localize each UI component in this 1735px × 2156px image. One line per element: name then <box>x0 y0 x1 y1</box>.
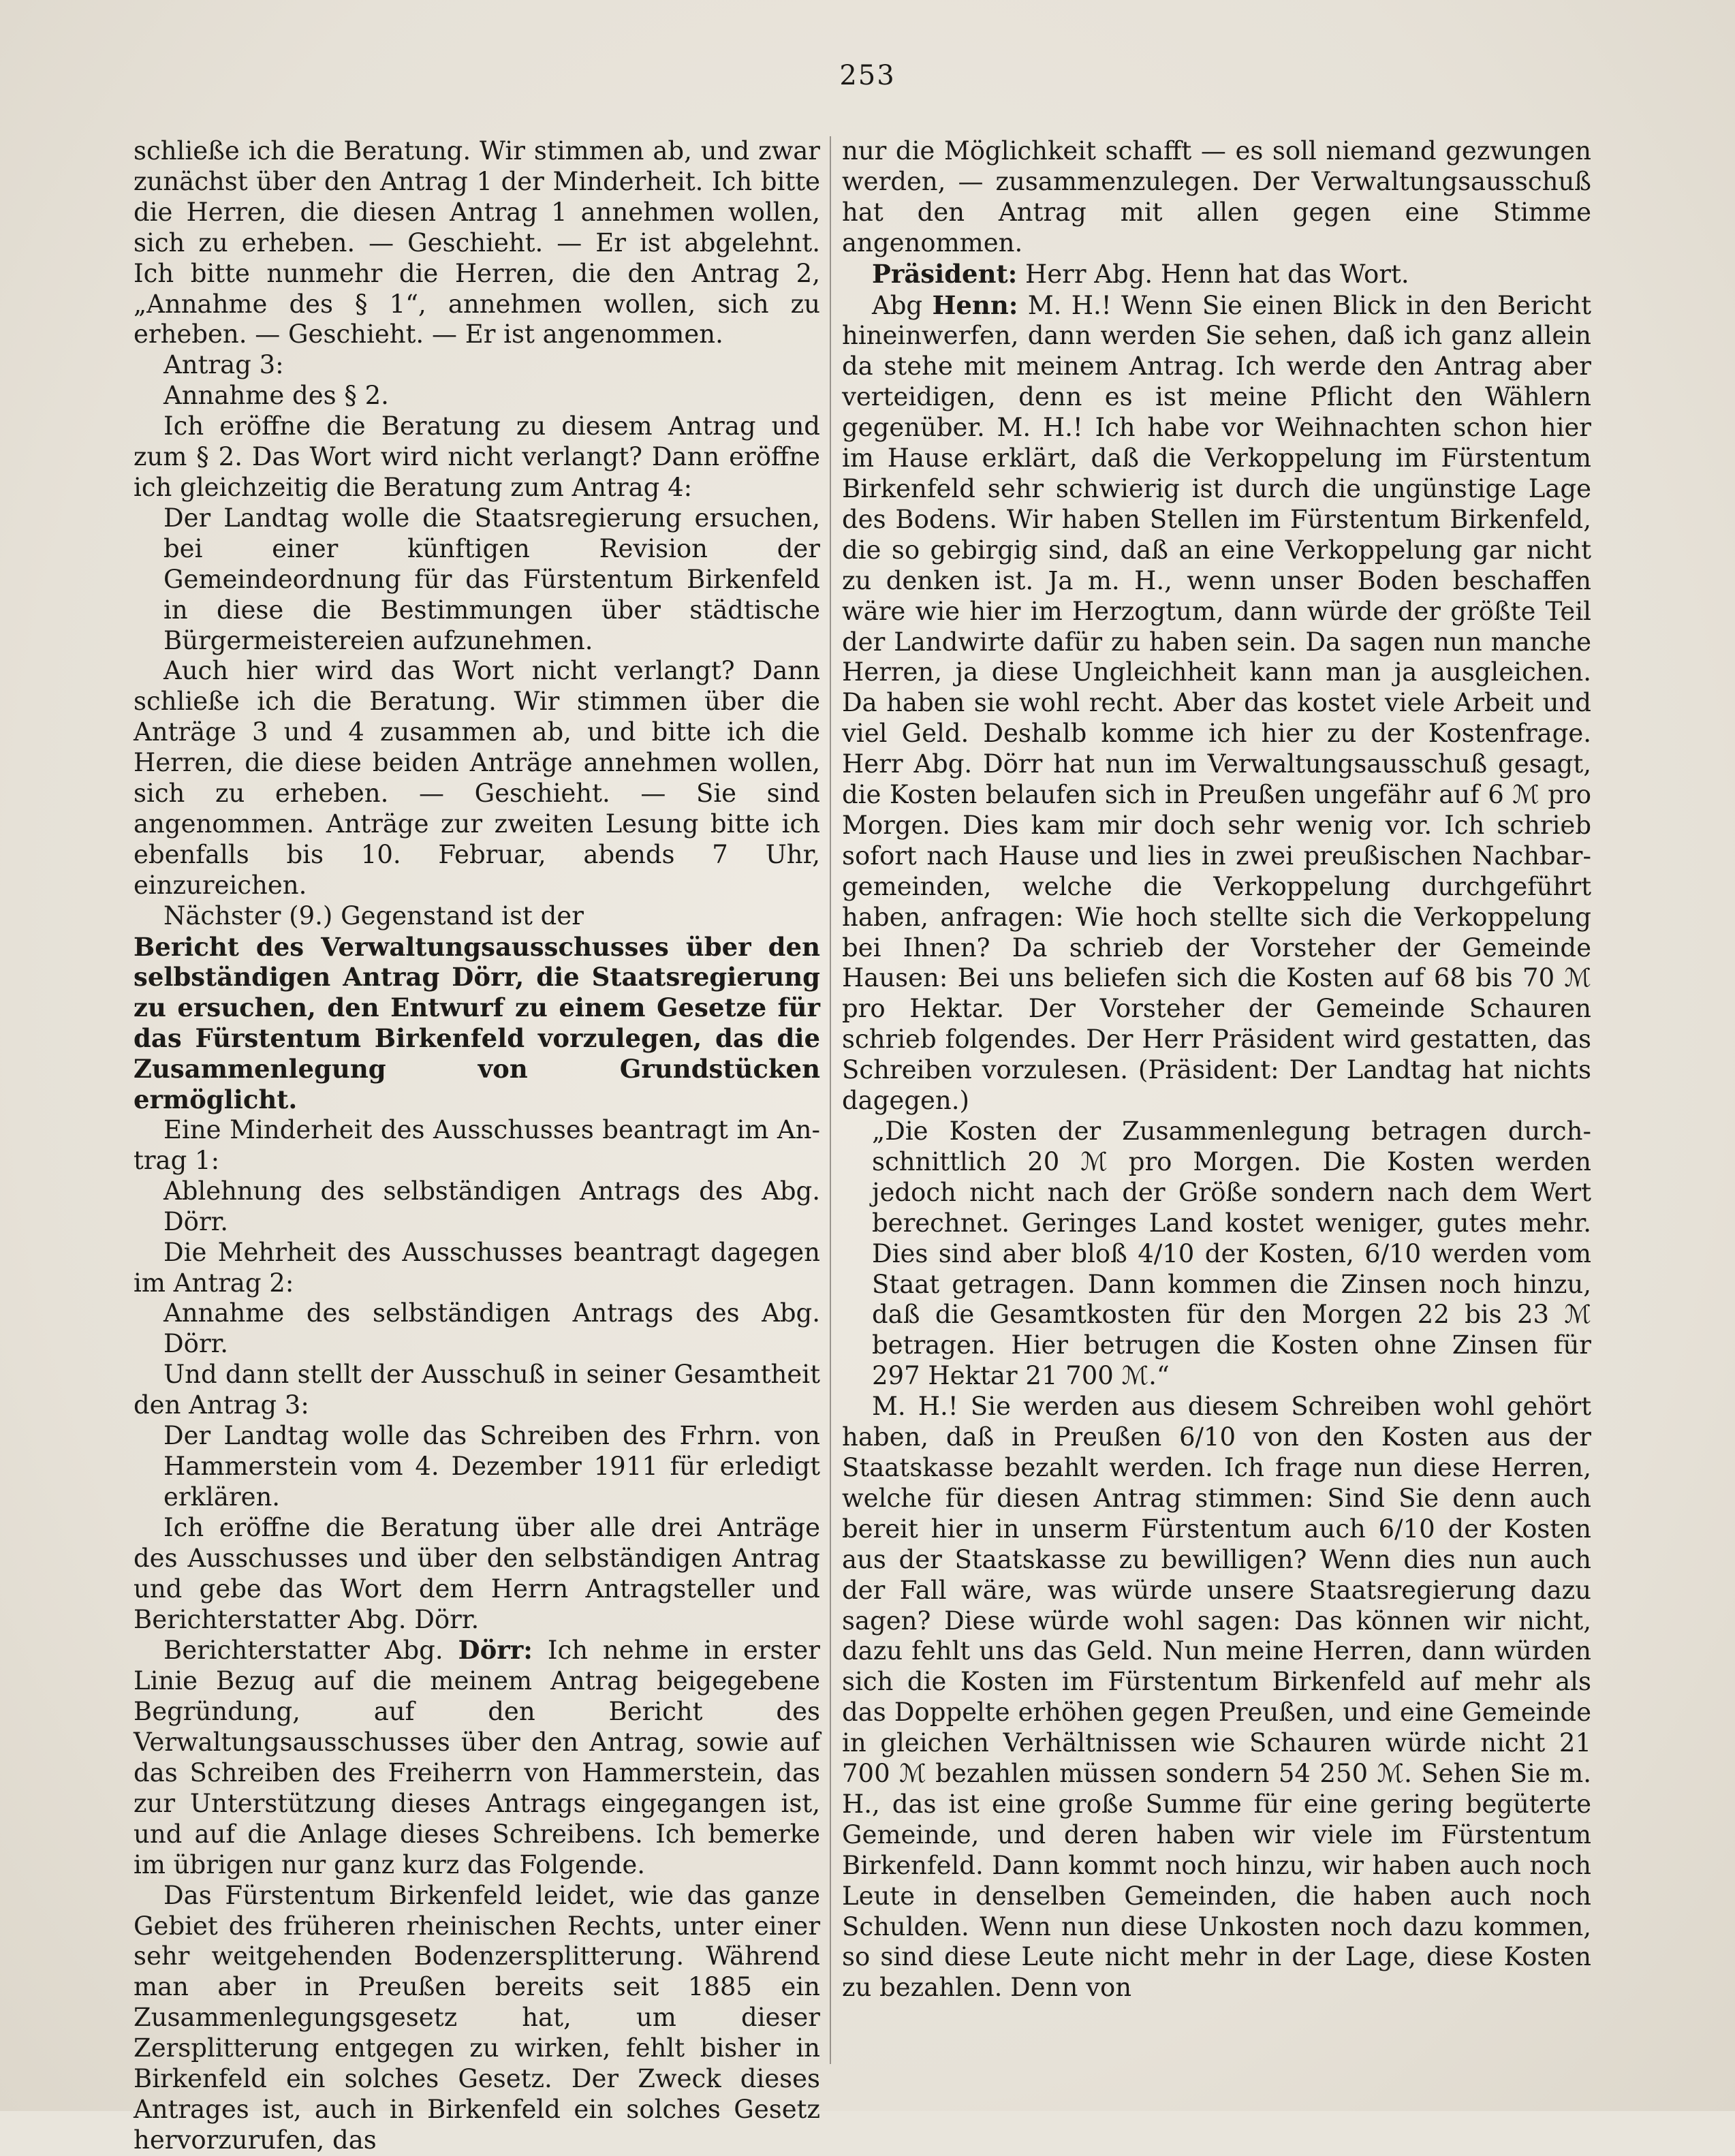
speaker-name: Dörr: <box>458 1635 533 1666</box>
speaker-role: Berichterstatter Abg. <box>163 1636 458 1666</box>
speaker-name: Präsident: <box>872 258 1018 289</box>
page-number: 253 <box>839 60 896 91</box>
right-column <box>842 136 1591 2003</box>
paragraph: M. H.! Sie werden aus diesem Schreiben wohl gehört haben, daß in Preußen 6/10 von den Kosten aus der Staatskasse bezahlt werden. Ich frage nun diese Herren, welche für diesen Antrag stimmen: Sind Sie denn auch bereit hier in unserm Fürstentum auch 6/10 der Kosten aus der Staatskasse zu bewilligen? Wenn dies nun auch der Fall wäre, was würde unsere Staatsregierung dazu sagen? Diese würde wohl sagen: Das können wir nicht, dazu fehlt uns das Geld. Nun meine Herren, dann würden sich die Kosten im Fürstentum Birkenfeld auf mehr als das Doppelte erhöhen gegen Preußen, und eine Gemeinde in gleichen Verhältnissen wie Schauren würde nicht 21 700 ℳ bezahlen müssen sondern 54 250 ℳ. Sehen Sie m. H., das ist eine große Summe für eine gering begüterte Gemeinde, und deren haben wir viele im Fürstentum Birkenfeld. Dann kommt noch hinzu, wir haben auch noch Leute in denselben Gemeinden, die haben auch noch Schulden. Wenn nun diese Unkosten noch dazu kommen, so sind diese Leute nicht mehr in der Lage, diese Kosten zu bezahlen. Denn von <box>842 1392 1591 2003</box>
left-column <box>134 136 820 2156</box>
column-divider <box>830 136 831 2064</box>
speech-text: Ich nehme in erster Linie Bezug auf die meinem Antrag beigegebene Begründung, auf den Bericht des Verwaltungsausschusses über den Antrag, sowie auf das Schreiben des Freiherrn von Hammerstein, das zur Unterstützung dieses Antrags eingegangen ist, und auf die Anlage dieses Schreibens. Ich bemerke im übrigen nur ganz kurz das Folgende. <box>134 1636 820 1879</box>
paragraph: Ich eröffne die Beratung zu diesem Antrag und zum § 2. Das Wort wird nicht verlangt? Dann eröffne ich gleichzeitig die Beratung zum Antrag 4: <box>134 411 820 502</box>
agenda-item-heading: Bericht des Verwaltungsausschusses über den selbständigen Antrag Dörr, die Staatsregierung zu ersuchen, den Entwurf zu einem Gesetze für das Fürstentum Birkenfeld vorzulegen, das die Zusammenlegung von Grundstücken ermöglicht. <box>134 931 820 1115</box>
paragraph: Und dann stellt der Ausschuß in seiner Gesamtheit den Antrag 3: <box>134 1360 820 1420</box>
speech-paragraph <box>842 259 1591 290</box>
paragraph: nur die Möglichkeit schafft — es soll niemand gezwungen werden, — zusammenzulegen. Der Verwaltungsausschuß hat den Antrag mit allen gegen eine Stimme angenommen. <box>842 136 1591 257</box>
paragraph: Antrag 3: <box>163 350 284 380</box>
motion-quote: Ablehnung des selbständigen Antrags des Abg. Dörr. <box>163 1176 820 1236</box>
paragraph: schließe ich die Beratung. Wir stimmen ab, und zwar zunächst über den Antrag 1 der Minderheit. Ich bitte die Herren, die diesen Antrag 1 annehmen wollen, sich zu erheben. — Geschieht. — Er ist abgelehnt. Ich bitte nunmehr die Herren, die den Antrag 2, „Annahme des § 1“, annehmen wollen, sich zu erheben. — Geschieht. — Er ist angenommen. <box>134 136 820 349</box>
motion-quote: Annahme des selbständigen Antrags des Abg. Dörr. <box>163 1298 820 1359</box>
paragraph: Ich eröffne die Beratung über alle drei Anträge des Ausschusses und über den selbständigen Antrag und gebe das Wort dem Herrn Antragsteller und Berichterstatter Abg. Dörr. <box>134 1512 820 1634</box>
motion-quote: Annahme des § 2. <box>163 381 389 411</box>
speech-text: Herr Abg. Henn hat das Wort. <box>1017 259 1409 289</box>
paragraph: Die Mehrheit des Ausschusses beantragt dagegen im Antrag 2: <box>134 1237 820 1298</box>
paragraph: Eine Minderheit des Ausschusses beantragt im Antrag 1: <box>134 1115 820 1175</box>
speech-paragraph <box>842 290 1591 1116</box>
speech-paragraph <box>134 1635 820 1880</box>
motion-quote: Der Landtag wolle die Staatsregierung ersuchen, bei einer künftigen Revision der Gemeindeordnung für das Fürstentum Birkenfeld in diese die Bestimmungen über städtische Bürgermeistereien aufzunehmen. <box>163 503 820 655</box>
speaker-role: Abg <box>872 290 933 320</box>
paragraph: Auch hier wird das Wort nicht verlangt? Dann schließe ich die Beratung. Wir stimmen über die Anträge 3 und 4 zusammen ab, und bitte ich die Herren, die diese beiden Anträge annehmen wollen, sich zu erheben. — Geschieht. — Sie sind angenommen. Anträge zur zweiten Lesung bitte ich ebenfalls bis 10. Februar, abends 7 Uhr, einzureichen. <box>134 656 820 900</box>
speech-text: M. H.! Wenn Sie einen Blick in den Bericht hineinwerfen, dann werden Sie sehen, daß ich ganz allein da stehe mit meinem Antrag. Ich werde den Antrag aber verteidigen, denn es ist meine Pflicht den Wählern gegenüber. M. H.! Ich habe vor Weihnachten schon hier im Hause erklärt, daß die Verkoppelung im Fürstentum Birkenfeld sehr schwierig ist durch die ungünstige Lage des Bodens. Wir haben Stellen im Fürstentum Birkenfeld, die so gebirgig sind, daß an eine Verkoppelung gar nicht zu denken ist. Ja m. H., wenn unser Boden beschaffen wäre wie hier im Herzogtum, dann würde der größte Teil der Landwirte dafür zu haben sein. Da sagen nun manche Herren, ja diese Ungleichheit kann man ja ausgleichen. Da haben sie wohl recht. Aber das kostet viele Arbeit und viel Geld. Deshalb komme ich hier zu der Kostenfrage. Herr Abg. Dörr hat nun im Verwaltungsausschuß gesagt, die Kosten belaufen sich in Preußen ungefähr auf 6 ℳ pro Morgen. Dies kam mir doch sehr wenig vor. Ich schrieb sofort nach Hause und lies in zwei preußischen Nachbargemeinden, welche die Verkoppelung durchgeführt haben, anfragen: Wie hoch stellte sich die Verkoppelung bei Ihnen? Da schrieb der Vorsteher der Gemeinde Hausen: Bei uns beliefen sich die Kosten auf 68 bis 70 ℳ pro Hektar. Der Vorsteher der Gemeinde Schauren schrieb folgendes. Der Herr Präsident wird gestatten, das Schreiben vorzulesen. (Präsident: Der Landtag hat nichts dagegen.) <box>842 290 1591 1116</box>
paragraph: Das Fürstentum Birkenfeld leidet, wie das ganze Gebiet des früheren rheinischen Rechts, unter einer sehr weitgehenden Bodenzersplitterung. Während man aber in Preußen bereits seit 1885 ein Zusammenlegungsgesetz hat, um dieser Zersplitterung entgegen zu wirken, fehlt bisher in Birkenfeld ein solches Gesetz. Der Zweck dieses Antrages ist, auch in Birkenfeld ein solches Gesetz hervorzurufen, das <box>134 1880 820 2155</box>
paragraph: Nächster (9.) Gegenstand ist der <box>163 901 584 931</box>
letter-quote: „Die Kosten der Zusammenlegung betragen durchschnittlich 20 ℳ pro Morgen. Die Kosten werden jedoch nicht nach der Größe sondern nach dem Wert berechnet. Geringes Land kostet weniger, gutes mehr. Dies sind aber bloß 4/10 der Kosten, 6/10 werden vom Staat getragen. Dann kommen die Zinsen noch hinzu, daß die Gesamtkosten für den Morgen 22 bis 23 ℳ betragen. Hier betrugen die Kosten ohne Zinsen für 297 Hektar 21 700 ℳ.“ <box>872 1116 1591 1391</box>
motion-quote: Der Landtag wolle das Schreiben des Frhrn. von Hammerstein vom 4. Dezember 1911 für erledigt erklären. <box>163 1421 820 1512</box>
speaker-name: Henn: <box>932 290 1018 320</box>
